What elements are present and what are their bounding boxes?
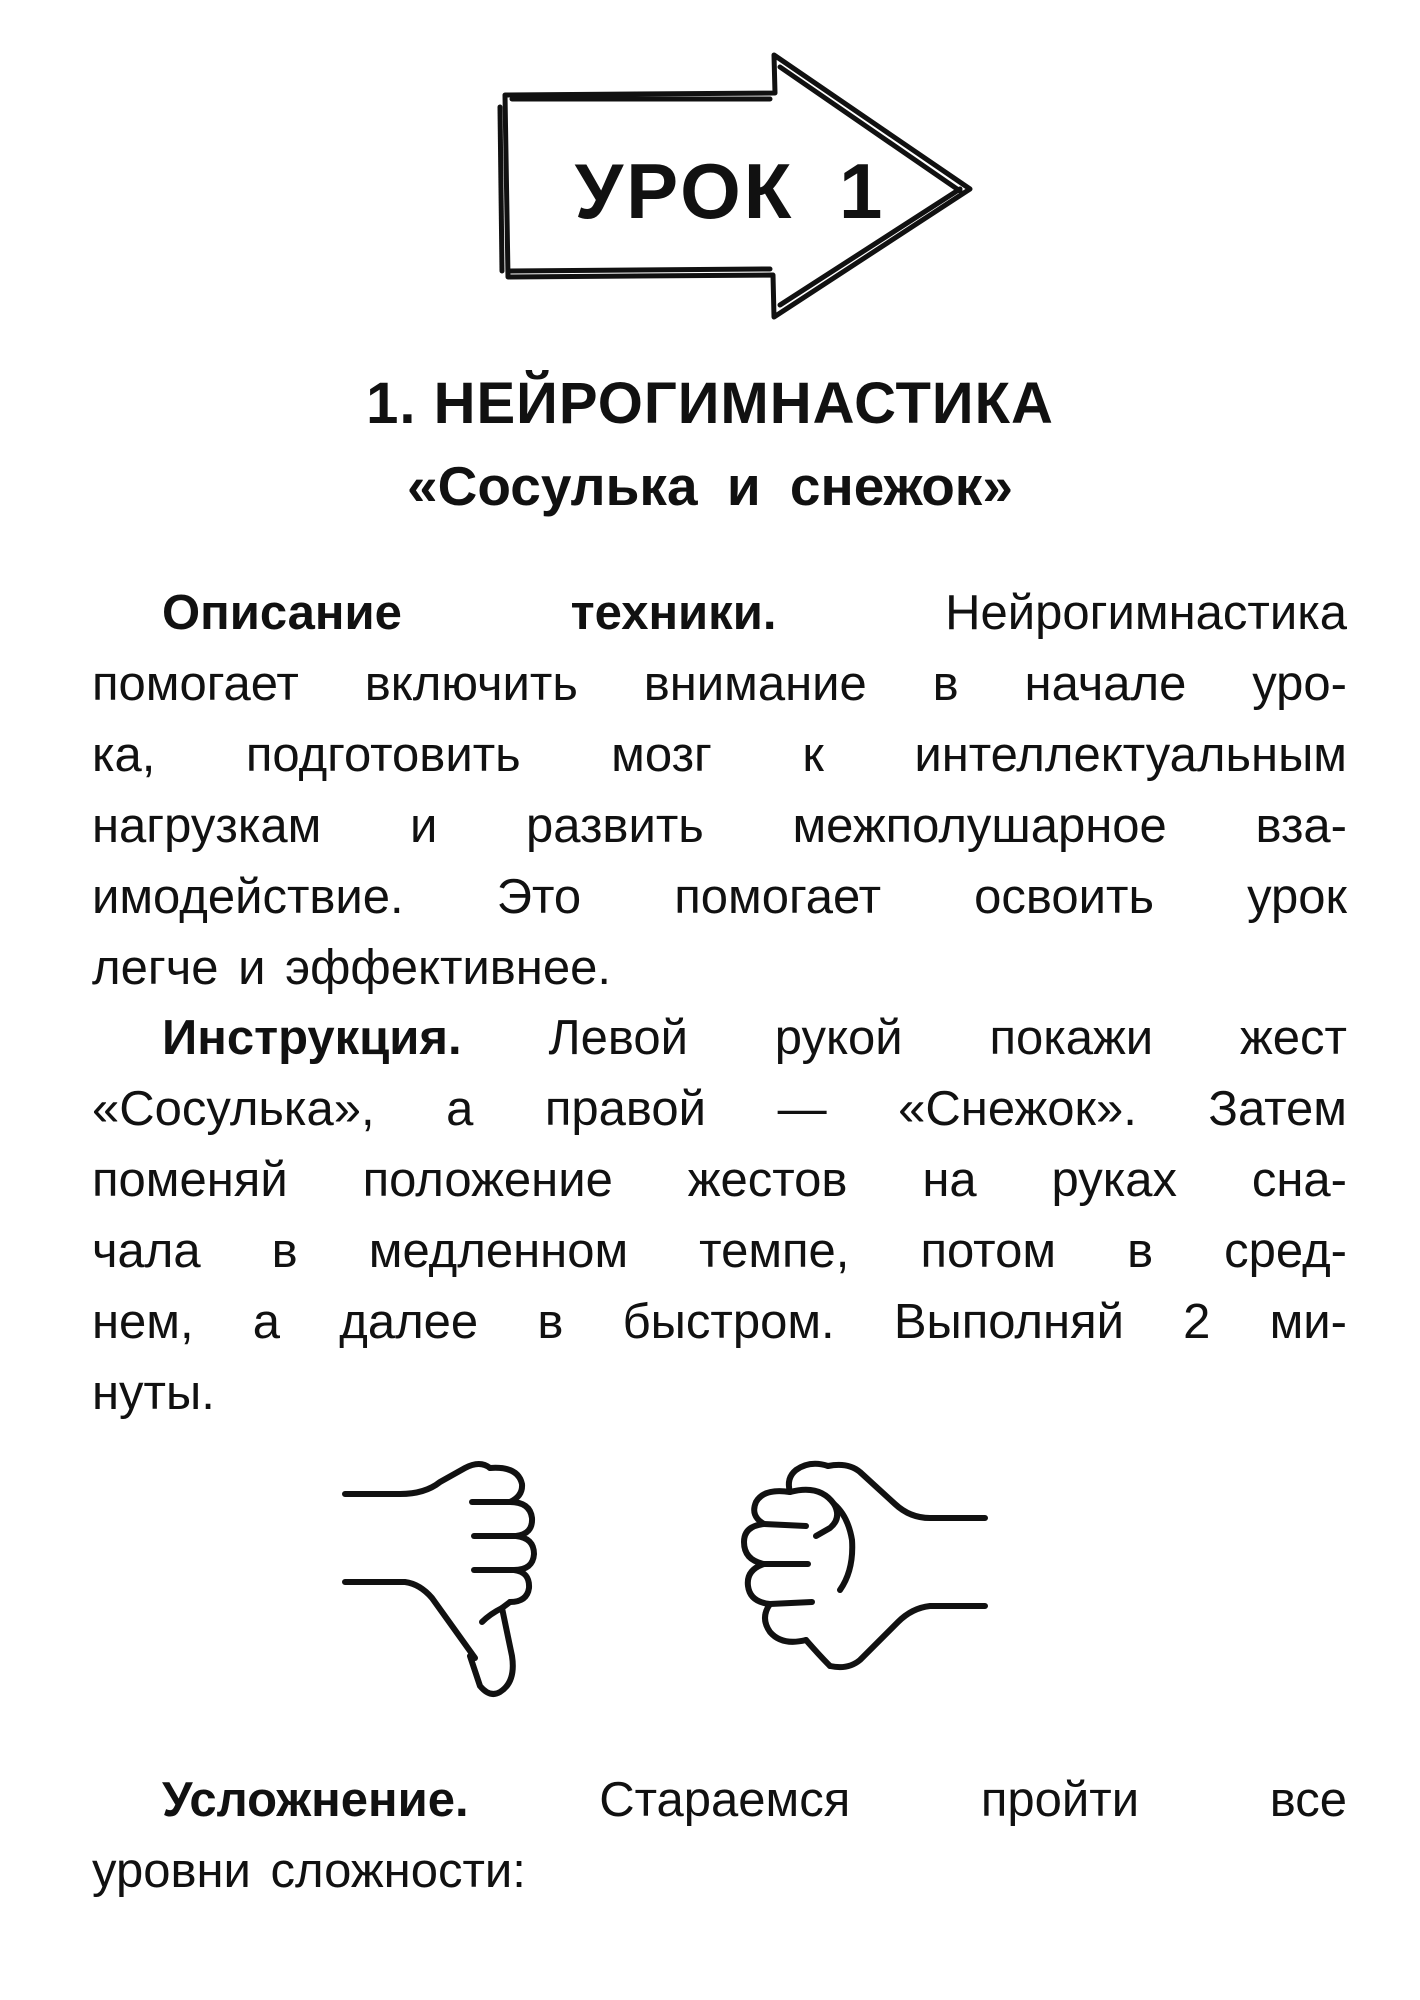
instruction-line-6: нуты. xyxy=(92,1366,215,1420)
complication-label: Усложнение. xyxy=(162,1773,469,1827)
section-heading: 1. НЕЙРОГИМНАСТИКА xyxy=(366,371,1054,436)
lesson-badge xyxy=(490,55,990,335)
instruction-line-4: чала в медленном темпе, потом в сред- xyxy=(92,1224,1347,1278)
complication-paragraph xyxy=(92,1765,1347,1907)
section-subtitle: «Сосулька и снежок» xyxy=(407,455,1013,517)
instruction-line-2: «Сосулька», а правой — «Снежок». Затем xyxy=(92,1082,1347,1136)
instruction-line-1: Инструкция. Левой рукой покажи жест xyxy=(162,1011,1347,1065)
gesture-illustration xyxy=(340,1460,1000,1720)
description-line-4: нагрузкам и развить межполушарное вза- xyxy=(92,799,1347,853)
description-line-5: имодействие. Это помогает освоить урок xyxy=(92,870,1347,924)
instruction-label: Инструкция. xyxy=(162,1011,462,1065)
description-line-3: ка, подготовить мозг к интеллектуальным xyxy=(92,728,1347,782)
description-line-6: легче и эффективнее. xyxy=(92,941,611,995)
description-line-2: помогает включить внимание в начале уро- xyxy=(92,657,1347,711)
complication-line-2: уровни сложности: xyxy=(92,1844,526,1898)
instruction-paragraph xyxy=(92,1003,1347,1429)
description-line-1: Описание техники. Нейрогимнастика xyxy=(162,586,1347,640)
description-label: Описание техники. xyxy=(162,586,777,640)
hand-fist-icon xyxy=(730,1460,990,1720)
instruction-line-3: поменяй положение жестов на руках сна- xyxy=(92,1153,1347,1207)
description-paragraph xyxy=(92,578,1347,1004)
lesson-title: УРОК 1 xyxy=(574,147,886,235)
hand-thumb-down-icon xyxy=(340,1460,590,1720)
instruction-line-5: нем, а далее в быстром. Выполняй 2 ми- xyxy=(92,1295,1347,1349)
complication-line-1: Усложнение. Стараемся пройти все xyxy=(162,1773,1347,1827)
